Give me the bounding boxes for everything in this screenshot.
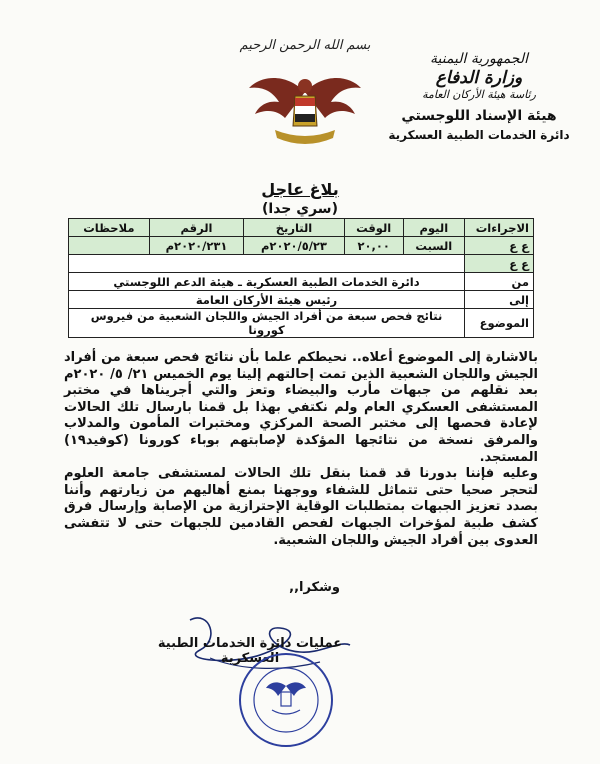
table-subject-row [69,309,534,338]
procedures-value: ع ع [465,237,534,255]
classification-label: (سري جدا) [262,201,338,217]
staff-name: رئاسة هيئة الأركان العامة [422,88,536,101]
official-stamp [236,650,336,750]
subject-value: نتائج فحص سبعة من أفراد الجيش واللجان الشعبية من فيروس كورونا [69,309,465,338]
table-to-row [69,291,534,309]
from-value: دائرة الخدمات الطبية العسكرية ـ هيئة الدعم اللوجستي [69,273,465,291]
info-table [68,218,534,338]
procedures-extra: ع ع [465,255,534,273]
to-value: رئيس هيئة الأركان العامة [69,291,465,309]
number-header: الرقم [149,219,244,237]
country-name: الجمهورية اليمنية [429,51,528,67]
authority-name: هيئة الإسناد اللوجستي [401,108,557,124]
document-title [200,180,400,218]
ministry-name: وزارة الدفاع [435,68,523,88]
number-value: ٢٠٢٠/٢٣١م [149,237,244,255]
day-header: اليوم [403,219,464,237]
notes-header: ملاحظات [69,219,150,237]
closing-thanks: وشكرا,, [289,580,340,595]
table-header-row [69,219,534,237]
time-header: الوقت [344,219,403,237]
table-from-row [69,273,534,291]
table-values-row [69,237,534,255]
urgent-report-title: بلاغ عاجل [261,180,339,199]
subject-label: الموضوع [465,309,534,338]
letter-body [64,350,538,549]
letterhead [384,50,574,144]
to-label: إلى [465,291,534,309]
procedures-header: الاجراءات [465,219,534,237]
procedures-extra-blank [69,255,465,273]
from-label: من [465,273,534,291]
table-procedures-extra-row [69,255,534,273]
basmala: بسم الله الرحمن الرحيم [239,38,371,53]
date-header: التاريخ [244,219,344,237]
body-paragraph-2: وعليه فإننا بدورنا قد قمنا بنقل تلك الحالات لمستشفى جامعة العلوم لتحجر صحيا حتى تتماثل للشفاء ووجهنا بمنع أهاليهم من زيارتهم وأننا بصدد تعزيز الجبهات بمتطلبات الوقاية الإحترازية من الإصابة وإرسال فرق كشف طبية لمؤخرات الجبهات لفحص القادمين للجبهات حتى لا تتفشى العدوى بين أفراد الجيش واللجان الشعبية. [64,466,538,548]
yemen-eagle-emblem [245,62,365,157]
department-name: دائرة الخدمات الطبية العسكرية [388,128,570,142]
signatory-title: عمليات دائرة الخدمات الطبية العسكرية [157,636,343,666]
day-value: السبت [403,237,464,255]
notes-value [69,237,150,255]
body-paragraph-1: بالاشارة إلى الموضوع أعلاه.. نحيطكم علما بأن نتائج فحص سبعة من أفراد الجيش واللجان الشعبية الذين تمت إحالتهم إلينا يوم الخميس ٢١/ ٥/ ٢٠٢٠م بعد نقلهم من جبهات مأرب والبيضاء وتعز والتي أجريناها في مختبر المستشفى العسكري العام ولم نكتفي بهذا بل قمنا بارسال تلك الحالات لإعادة فحصها إلى مختبر الصحة المركزي ومختبرات المأمون والمدلاب والمرفق نسخة من نتائجها المؤكدة لإصابتهم بوباء كورونا (كوفيد١٩) المستجد. [64,350,538,465]
date-value: ٢٠٢٠/٥/٢٣م [244,237,344,255]
time-value: ٢٠,٠٠ [344,237,403,255]
